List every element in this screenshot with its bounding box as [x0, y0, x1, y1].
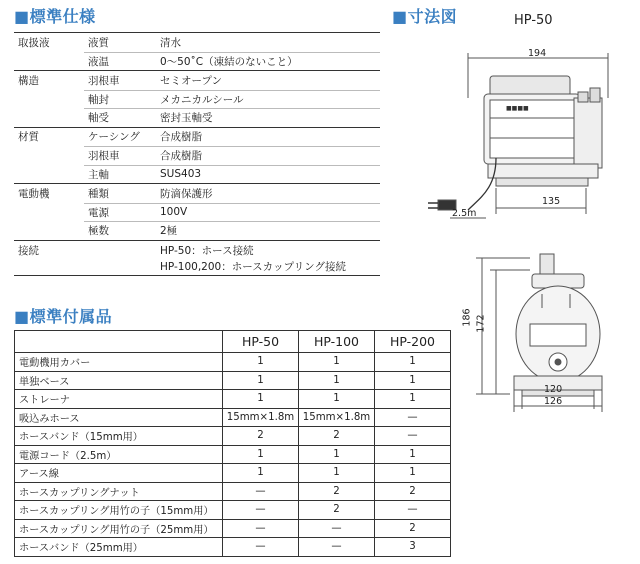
spec-table	[14, 32, 380, 276]
spec-value: メカニカルシール	[158, 90, 380, 109]
dim-front-base: 120	[544, 384, 563, 395]
accessory-name: ホースカップリングナット	[15, 482, 223, 501]
spec-group	[14, 71, 380, 128]
accessory-name: ホースカップリング用竹の子（25mm用）	[15, 519, 223, 538]
spec-row	[14, 90, 380, 109]
table-row	[15, 371, 451, 390]
spec-category: 材質	[18, 131, 39, 144]
accessory-qty: —	[375, 501, 451, 520]
spec-row	[14, 165, 380, 184]
accessory-qty: 1	[223, 390, 299, 409]
accessory-qty: 1	[375, 353, 451, 372]
table-row	[15, 519, 451, 538]
spec-row	[14, 128, 380, 147]
spec-group	[14, 128, 380, 185]
accessory-qty: 1	[375, 371, 451, 390]
accessory-qty: 1	[299, 445, 375, 464]
accessory-qty: 1	[223, 371, 299, 390]
table-row	[15, 390, 451, 409]
accessory-qty: 3	[375, 538, 451, 557]
spec-row	[14, 146, 380, 165]
spec-sub-label: 主軸	[84, 165, 158, 184]
accessory-name: 電動機用カバー	[15, 353, 223, 372]
accessory-header-cell	[15, 331, 223, 353]
spec-category: 接続	[18, 245, 39, 257]
spec-value: 100V	[158, 203, 380, 222]
spec-value: HP-50：ホース接続	[160, 245, 254, 257]
accessory-qty: 1	[375, 390, 451, 409]
accessory-name: 吸込みホース	[15, 408, 223, 427]
spec-sub-label: 軸封	[84, 90, 158, 109]
spec-sub-label: ケーシング	[88, 131, 140, 144]
spec-group	[14, 243, 380, 276]
accessory-qty: 1	[223, 445, 299, 464]
spec-value: 合成樹脂	[158, 146, 380, 165]
spec-row	[14, 108, 380, 127]
dim-base-length: 135	[542, 196, 561, 207]
table-row	[15, 353, 451, 372]
accessory-qty: —	[299, 519, 375, 538]
spec-sub-label: 種類	[88, 187, 109, 200]
spec-value: 密封玉軸受	[158, 108, 380, 127]
dims-section-title: ■寸法図	[392, 7, 458, 26]
accessory-qty: —	[223, 501, 299, 520]
accessory-qty: 2	[299, 427, 375, 446]
spec-row	[14, 52, 380, 71]
table-row	[15, 427, 451, 446]
accessory-header-cell: HP-100	[299, 331, 375, 353]
dim-height-total: 186	[461, 308, 473, 327]
svg-text:■■■■: ■■■■	[506, 105, 529, 112]
spec-value: SUS403	[158, 165, 380, 184]
spec-sub-label	[84, 259, 158, 275]
accessory-qty: 1	[375, 445, 451, 464]
spec-value: HP-100,200：ホースカップリング接続	[160, 261, 346, 273]
accessory-qty: 15mm×1.8m	[223, 408, 299, 427]
spec-value: 合成樹脂	[160, 131, 202, 144]
spec-value: 清水	[160, 36, 181, 49]
accessory-qty: 1	[299, 390, 375, 409]
accessory-qty: —	[223, 482, 299, 501]
spec-sub-label: 軸受	[84, 108, 158, 127]
spec-row	[14, 71, 380, 90]
accessory-name: ホースカップリング用竹の子（15mm用）	[15, 501, 223, 520]
accessory-qty: 1	[299, 371, 375, 390]
spec-row	[14, 33, 380, 52]
accessory-qty: 15mm×1.8m	[299, 408, 375, 427]
accessory-header-cell: HP-200	[375, 331, 451, 353]
accessory-qty: 1	[299, 353, 375, 372]
accessory-name: ストレーナ	[15, 390, 223, 409]
dim-front-width: 126	[544, 396, 563, 407]
spec-sub-label: 液温	[84, 52, 158, 71]
table-row	[15, 538, 451, 557]
spec-value: 防滴保護形	[160, 187, 213, 200]
spec-sub-label: 羽根車	[88, 74, 120, 87]
accessory-qty: —	[223, 519, 299, 538]
accessory-qty: 1	[299, 464, 375, 483]
spec-row	[14, 259, 380, 275]
table-row	[15, 464, 451, 483]
spec-group	[14, 33, 380, 71]
spec-sub-label: 電源	[84, 203, 158, 222]
model-label: HP-50	[514, 13, 553, 28]
table-row	[15, 408, 451, 427]
table-row	[15, 445, 451, 464]
accessory-name: 電源コード（2.5m）	[15, 445, 223, 464]
spec-row	[14, 184, 380, 203]
accessory-qty: —	[375, 408, 451, 427]
table-row	[15, 501, 451, 520]
accessory-qty: 2	[223, 427, 299, 446]
accessory-qty: —	[375, 427, 451, 446]
spec-category: 電動機	[18, 187, 50, 200]
accessory-qty: —	[299, 538, 375, 557]
accessory-name: アース線	[15, 464, 223, 483]
accessory-qty: 2	[375, 519, 451, 538]
accessory-qty: 2	[375, 482, 451, 501]
side-view-drawing	[410, 38, 630, 228]
spec-value: セミオープン	[160, 74, 223, 87]
spec-section-title: ■標準仕様	[14, 7, 96, 26]
spec-value: 2極	[158, 221, 380, 240]
accessory-header-cell: HP-50	[223, 331, 299, 353]
accessory-qty: 1	[223, 464, 299, 483]
dim-height-body: 172	[475, 314, 487, 333]
acc-section-title: ■標準付属品	[14, 307, 113, 326]
spec-sub-label: 極数	[84, 221, 158, 240]
accessory-qty: 1	[223, 353, 299, 372]
accessory-name: ホースバンド（15mm用）	[15, 427, 223, 446]
accessory-qty: 1	[375, 464, 451, 483]
dim-cord-length: 2.5m	[452, 208, 477, 219]
accessory-header-row	[15, 331, 451, 353]
accessory-qty: 2	[299, 482, 375, 501]
spec-value: 0～50˚C（凍結のないこと）	[158, 52, 380, 71]
spec-row	[14, 203, 380, 222]
spec-row	[14, 243, 380, 259]
table-row	[15, 482, 451, 501]
spec-group	[14, 184, 380, 241]
spec-sub-label	[84, 243, 158, 259]
accessory-name: ホースバンド（25mm用）	[15, 538, 223, 557]
accessory-table	[14, 330, 451, 557]
dim-width-top: 194	[528, 48, 547, 59]
accessory-qty: 2	[299, 501, 375, 520]
spec-category: 取扱液	[18, 36, 50, 49]
spec-category: 構造	[18, 74, 39, 87]
spec-row	[14, 221, 380, 240]
accessory-qty: —	[223, 538, 299, 557]
accessory-name: 単独ベース	[15, 371, 223, 390]
spec-sub-label: 液質	[88, 36, 109, 49]
spec-sub-label: 羽根車	[84, 146, 158, 165]
